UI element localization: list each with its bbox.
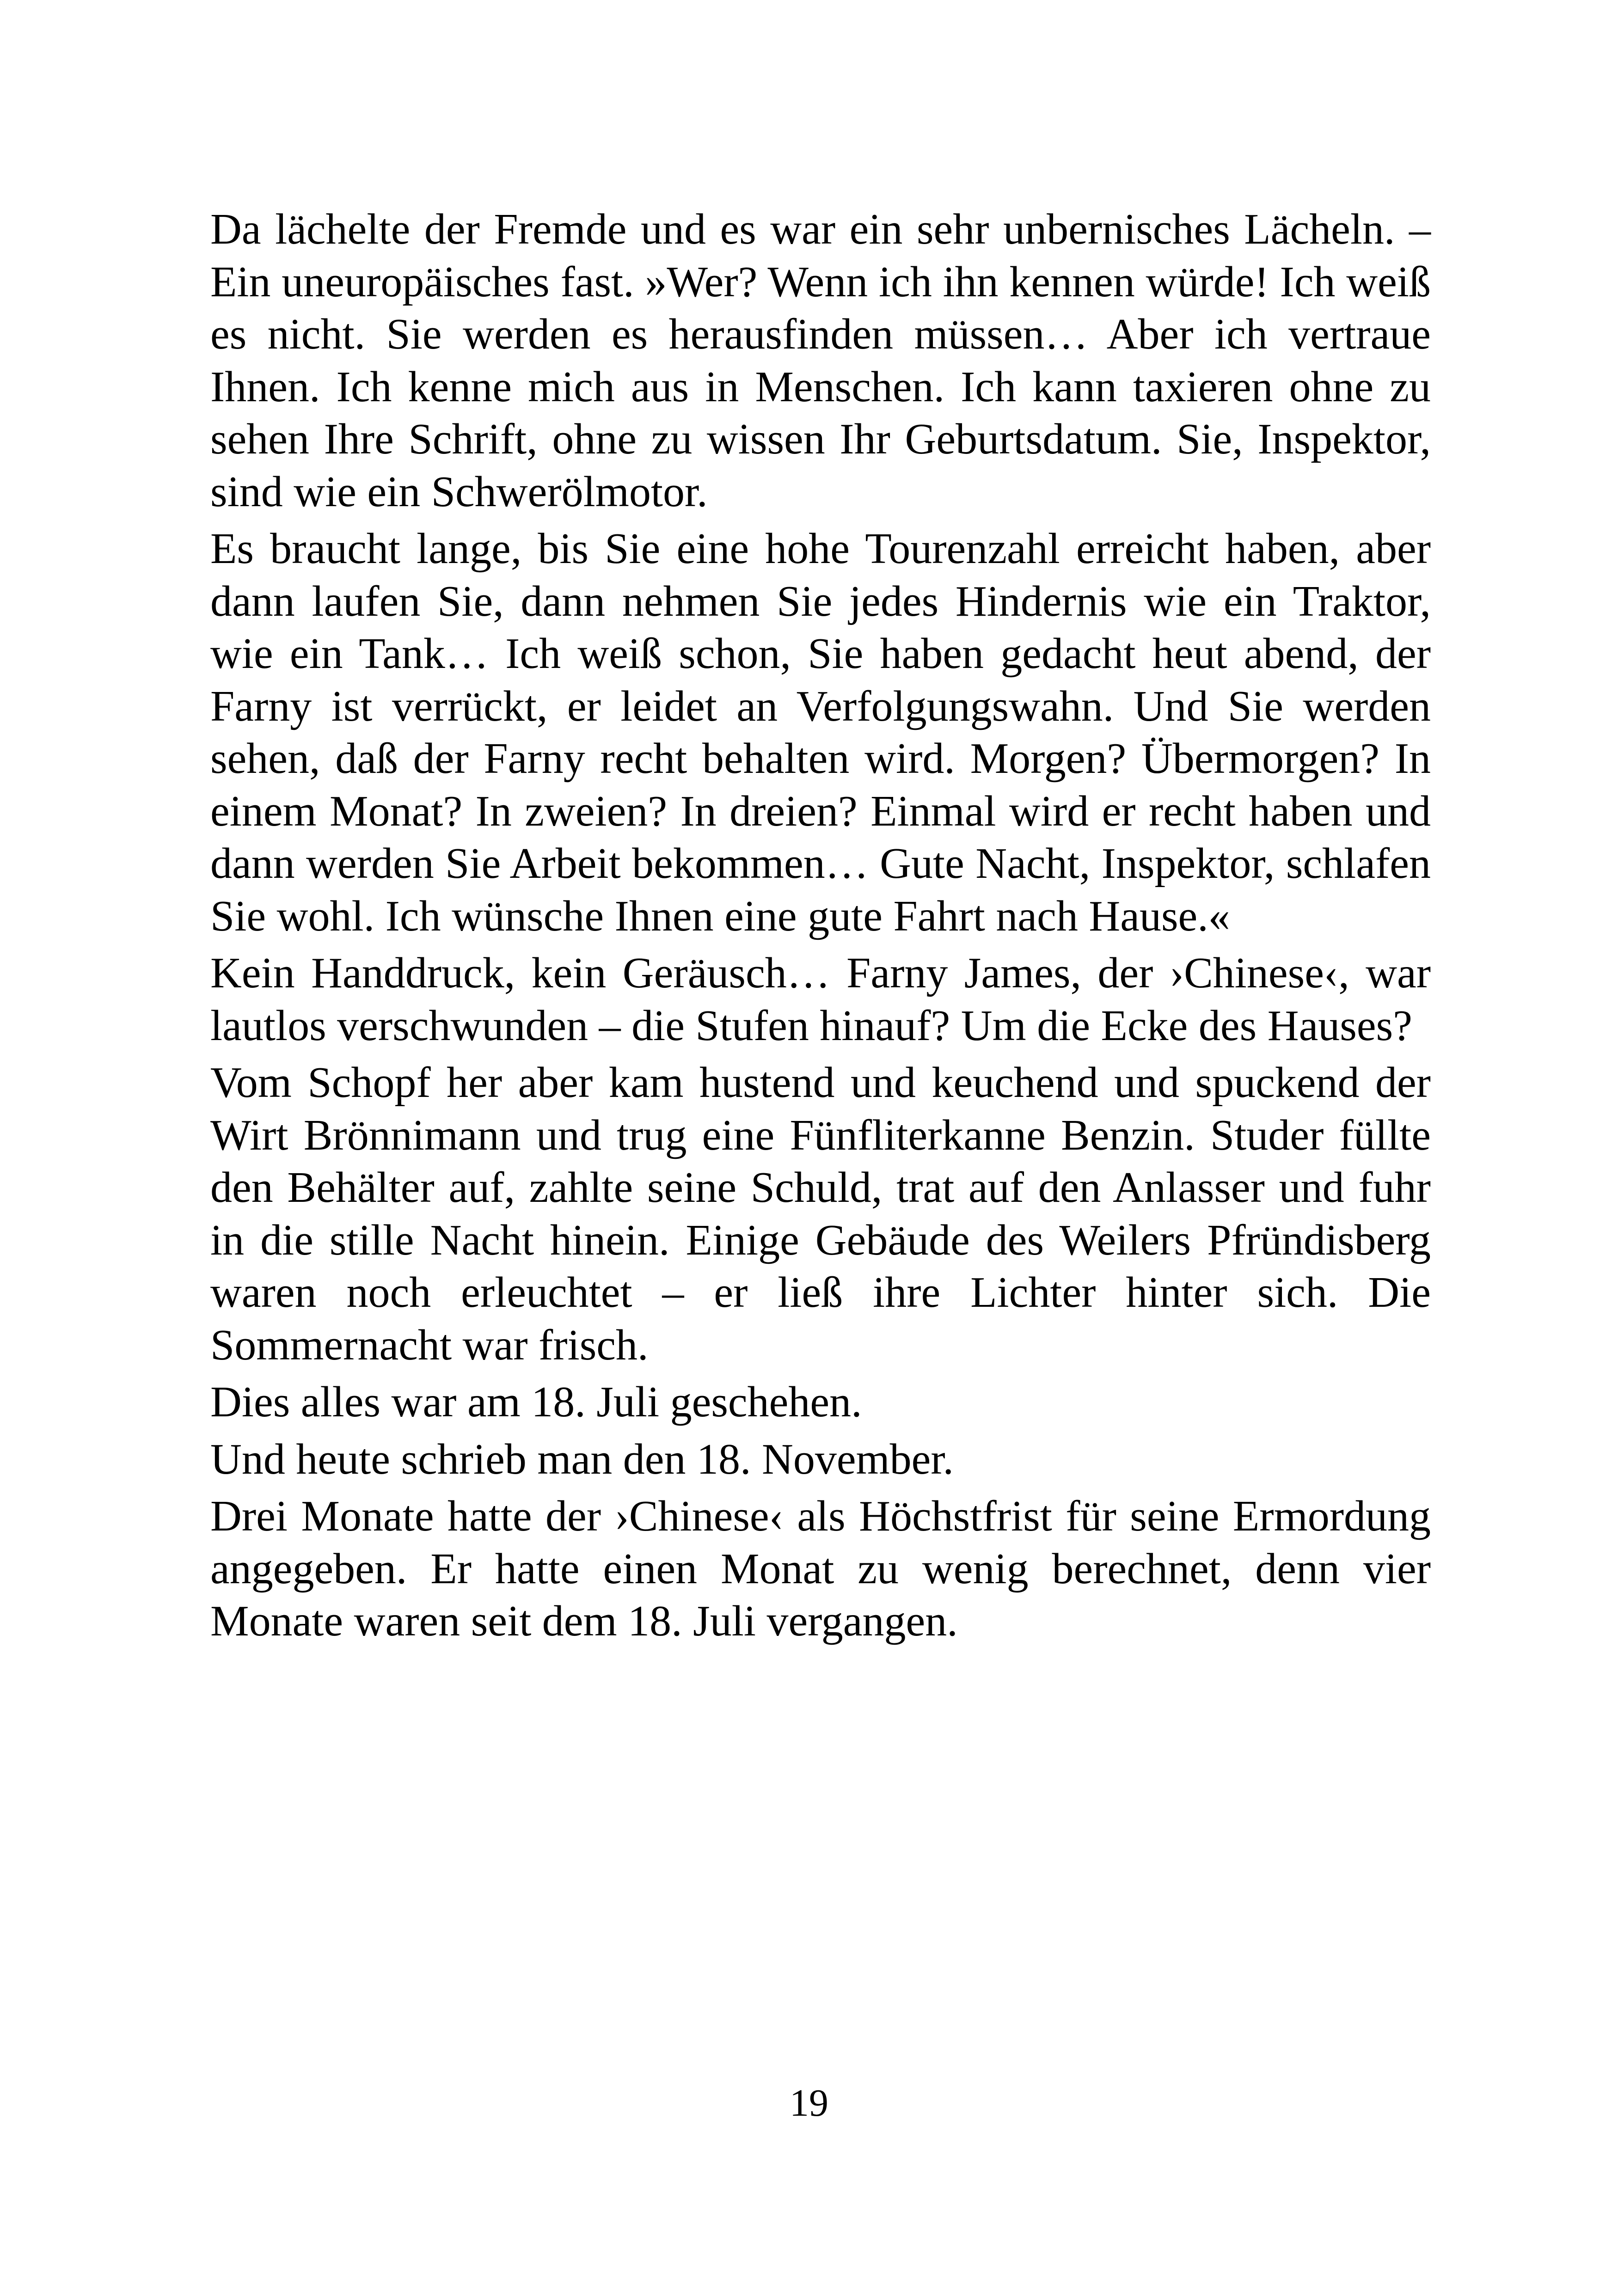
paragraph-3: Kein Handdruck, kein Geräusch… Farny James, der ›Chinese‹, war lautlos verschwunden – die Stufen hinauf? Um die Ecke des Hauses?	[210, 949, 1431, 1050]
paragraph-5: Dies alles war am 18. Juli geschehen.	[210, 1378, 862, 1426]
paragraph-1: Da lächelte der Fremde und es war ein sehr unbernisches Lächeln. – Ein uneuropäisches fast. »Wer? Wenn ich ihn kennen würde! Ich weiß es nicht. Sie werden es herausfinden müssen… Aber ich vertraue Ihnen. Ich kenne mich aus in Menschen. Ich kann taxieren ohne zu sehen Ihre Schrift, ohne zu wissen Ihr Geburtsdatum. Sie, Inspektor, sind wie ein Schwerölmotor.	[210, 205, 1431, 516]
paragraph-4: Vom Schopf her aber kam hustend und keuchend und spuckend der Wirt Brönnimann und trug eine Fünfliterkanne Benzin. Studer füllte den Behälter auf, zahlte seine Schuld, trat auf den Anlasser und fuhr in die stille Nacht hinein. Einige Gebäude des Weilers Pfründisberg waren noch erleuchtet – er ließ ihre Lichter hinter sich. Die Sommernacht war frisch.	[210, 1059, 1431, 1369]
paragraph-7: Drei Monate hatte der ›Chinese‹ als Höchstfrist für seine Ermordung angegeben. Er hatte einen Monat zu wenig berechnet, denn vier Monate waren seit dem 18. Juli vergangen.	[210, 1492, 1431, 1645]
paragraph-6: Und heute schrieb man den 18. November.	[210, 1435, 954, 1483]
paragraph-2: Es braucht lange, bis Sie eine hohe Tourenzahl erreicht haben, aber dann laufen Sie, dann nehmen Sie jedes Hindernis wie ein Traktor, wie ein Tank… Ich weiß schon, Sie haben gedacht heut abend, der Farny ist verrückt, er leidet an Verfolgungswahn. Und Sie werden sehen, daß der Farny recht behalten wird. Morgen? Übermorgen? In einem Monat? In zweien? In dreien? Einmal wird er recht haben und dann werden Sie Arbeit bekommen… Gute Nacht, Inspektor, schlafen Sie wohl. Ich wünsche Ihnen eine gute Fahrt nach Hause.«	[210, 525, 1431, 940]
body-text	[210, 203, 1431, 1653]
page-number: 19	[790, 2082, 828, 2125]
